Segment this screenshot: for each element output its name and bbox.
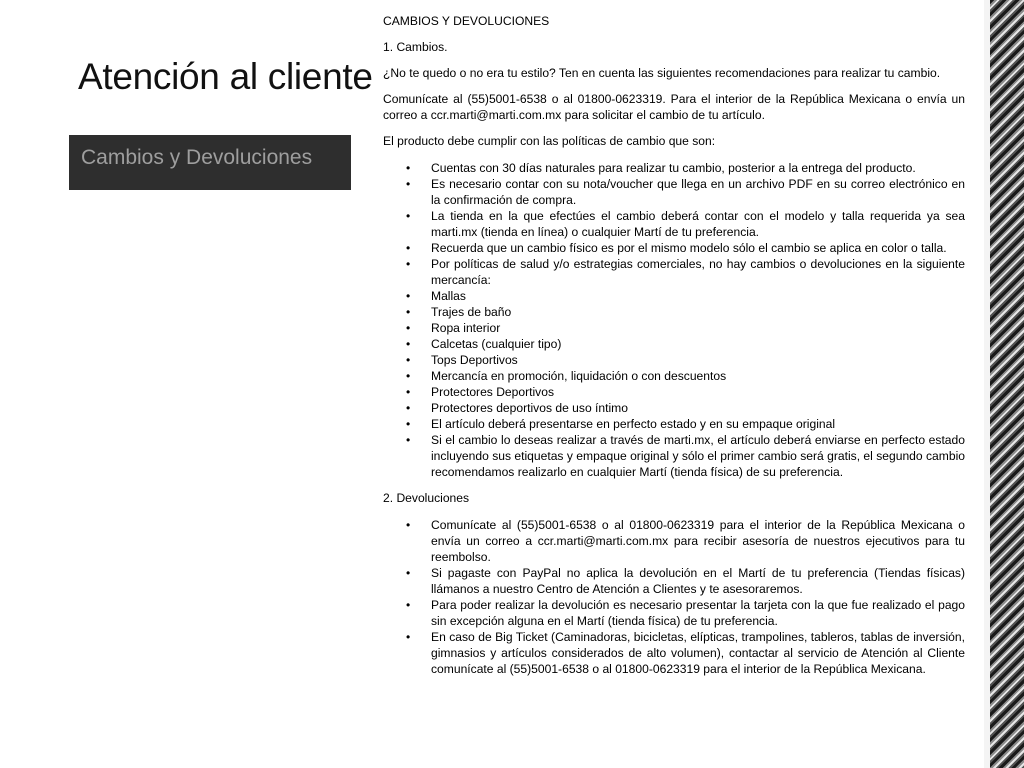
list-item: • Calcetas (cualquier tipo) [383, 336, 965, 352]
list-item: • Es necesario contar con su nota/voucher que llega en un archivo PDF en su correo electrónico en la confirmación de compra. [383, 176, 965, 208]
decorative-border-stripe [990, 0, 1024, 768]
contact-paragraph: Comunícate al (55)5001-6538 o al 01800-0623319. Para el interior de la República Mexicana o envía un correo a ccr.marti@marti.com.mx para solicitar el cambio de tu artículo. [383, 92, 965, 122]
section-title-changes: 1. Cambios. [383, 40, 448, 54]
document-body [383, 13, 965, 677]
list-item: • Recuerda que un cambio físico es por el mismo modelo sólo el cambio se aplica en color o talla. [383, 240, 965, 256]
list-item: • Mallas [383, 288, 965, 304]
slide-title: Atención al cliente [78, 56, 373, 97]
list-item: • Protectores deportivos de uso íntimo [383, 400, 965, 416]
list-item: • Mercancía en promoción, liquidación o con descuentos [383, 368, 965, 384]
policies-intro: El producto debe cumplir con las políticas de cambio que son: [383, 134, 716, 148]
intro-paragraph: ¿No te quedo o no era tu estilo? Ten en cuenta las siguientes recomendaciones para realizar tu cambio. [383, 66, 941, 80]
doc-heading: CAMBIOS Y DEVOLUCIONES [383, 14, 550, 28]
list-item: • Protectores Deportivos [383, 384, 965, 400]
list-item: • Trajes de baño [383, 304, 965, 320]
section-title-returns: 2. Devoluciones [383, 491, 470, 505]
list-item: • La tienda en la que efectúes el cambio deberá contar con el modelo y talla requerida ya sea marti.mx (tienda en línea) o cualquier Martí de tu preferencia. [383, 208, 965, 240]
list-item: • Si pagaste con PayPal no aplica la devolución en el Martí de tu preferencia (Tiendas físicas) llámanos a nuestro Centro de Atención a Clientes y te asesoraremos. [383, 565, 965, 597]
returns-policy-list [383, 517, 965, 677]
list-item: • En caso de Big Ticket (Caminadoras, bicicletas, elípticas, trampolines, tableros, tablas de inversión, gimnasios y artículos considerados de alto volumen), contactar al servicio de Atención al Cliente comunícate al (55)5001-6538 o al 01800-0623319 para el interior de la República Mexicana. [383, 629, 965, 677]
list-item: • Para poder realizar la devolución es necesario presentar la tarjeta con la que fue realizado el pago sin excepción alguna en el Martí (tienda física) de tu preferencia. [383, 597, 965, 629]
list-item: • Si el cambio lo deseas realizar a través de marti.mx, el artículo deberá enviarse en perfecto estado incluyendo sus etiquetas y empaque original y sólo el primer cambio será gratis, el segundo cambio recomendamos realizarlo en cualquier Martí (tienda física) de su preferencia. [383, 432, 965, 480]
section-banner: Cambios y Devoluciones [69, 135, 351, 190]
list-item: • Comunícate al (55)5001-6538 o al 01800-0623319 para el interior de la República Mexicana o envía un correo a ccr.marti@marti.com.mx para recibir asesoría de nuestros ejecutivos para tu reembolso. [383, 517, 965, 565]
list-item: • Cuentas con 30 días naturales para realizar tu cambio, posterior a la entrega del producto. [383, 160, 965, 176]
list-item: • Tops Deportivos [383, 352, 965, 368]
changes-policy-list [383, 160, 965, 480]
list-item: • Ropa interior [383, 320, 965, 336]
list-item: • Por políticas de salud y/o estrategias comerciales, no hay cambios o devoluciones en la siguiente mercancía: [383, 256, 965, 288]
list-item: • El artículo deberá presentarse en perfecto estado y en su empaque original [383, 416, 965, 432]
